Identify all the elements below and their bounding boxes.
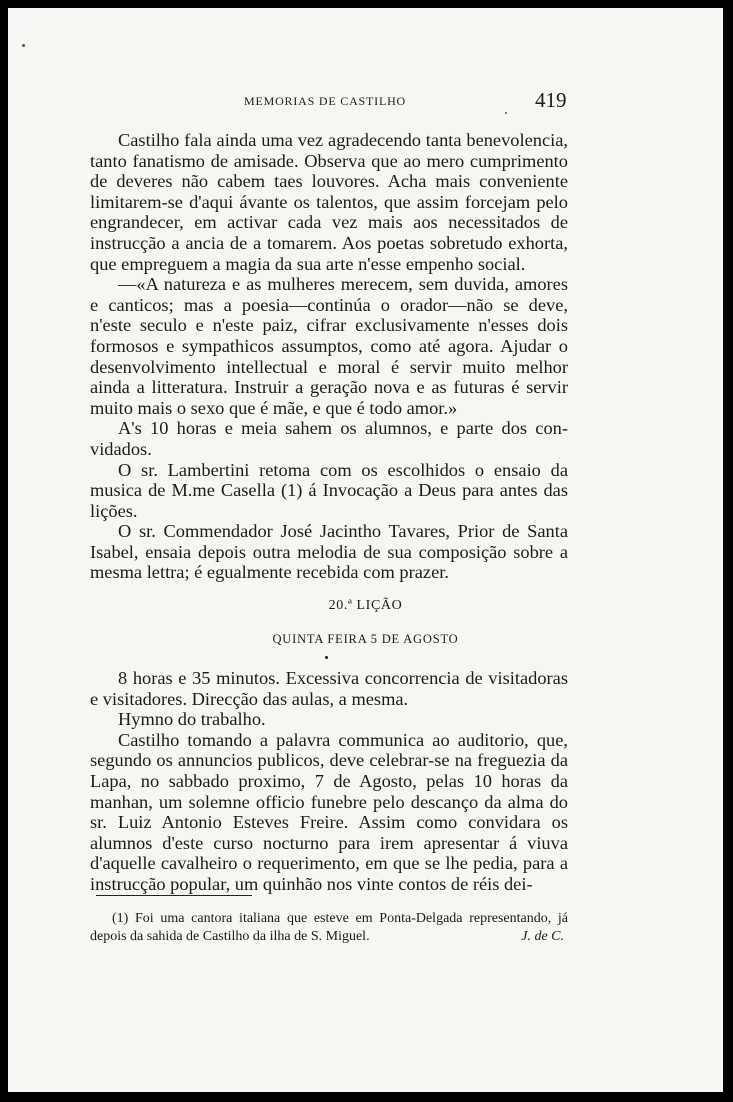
page-number: 419: [535, 88, 567, 112]
paragraph: —«A natureza e as mulheres merecem, sem duvida, amores e canticos; mas a poesia—continúa o orador—não se deve, n'este seculo e n'este paiz, cifrar exclusivamente n'esses dois formosos e sympathicos assumptos, como até agora. Ajudar o desenvolvimento intellectual e moral é servir muito melhor ainda a litteratura. Instruir a geração nova e as futuras é servir muito mais o sexo que é mãe, e que é todo amor.»: [90, 274, 568, 418]
paragraph: Hymno do trabalho.: [118, 709, 266, 730]
footnote-body: (1) Foi uma cantora italiana que esteve em Ponta-Delgada representando, já depois da sahida de Castilho da ilha de S. Miguel.: [90, 911, 568, 944]
paragraph: O sr. Commendador José Jacintho Tavares, Prior de Santa Isabel, ensaia depois outra melodia de sua composição sobre a mesma lettra; é egualmente recebida com prazer.: [90, 521, 568, 583]
running-head-title: MEMORIAS DE CASTILHO: [244, 94, 407, 108]
lesson-date: QUINTA FEIRA 5 DE AGOSTO: [272, 632, 459, 646]
paragraph: 8 horas e 35 minutos. Excessiva concorrencia de visitadoras e visitadores. Direcção das aulas, a mesma.: [90, 668, 568, 709]
paragraph: Castilho tomando a palavra communica ao auditorio, que, segundo os annuncios publicos, deve celebrar-se na freguezia da Lapa, no sabbado proximo, 7 de Agosto, pelas 10 horas da manhan, um solemne officio funebre pelo descanço da alma do sr. Luiz Antonio Esteves Freire. Assim como convidara os alumnos d'este curso nocturno para irem apresentar á viuva d'aquelle cavalheiro o requerimento, em que se lhe pedia, para a instrucção popular, um quinhão nos vinte contos de réis dei-: [90, 729, 568, 894]
footnote-signature: J. de C.: [521, 929, 564, 944]
footnote-text: [90, 910, 568, 946]
page-speck: [22, 44, 25, 47]
book-page: [8, 8, 723, 1092]
page-speck: [505, 112, 507, 114]
paragraph: A's 10 horas e meia sahem os alumnos, e parte dos convidados.: [90, 418, 568, 459]
paragraph: O sr. Lambertini retoma com os escolhidos o ensaio da musica de M.me Casella (1) á Invocação a Deus para antes das lições.: [90, 459, 568, 521]
body-text-top: [90, 130, 568, 583]
paragraph: Castilho fala ainda uma vez agradecendo tanta benevolencia, tanto fanatismo de amisade. Observa que ao mero cumprimento de deveres não cabem taes louvores. Acha mais conveniente limitarem-se d'aqui ávante os talentos, que assim forcejam pelo engrandecer, em activar cada vez mais aos necessitados de instrucção a ancia de a tomarem. Aos poetas sobretudo exhorta, que empreguem a magia da sua arte n'esse empenho social.: [90, 130, 568, 274]
footnote-rule: [96, 895, 252, 896]
body-text-bottom: [90, 668, 568, 895]
ornament-dot: [325, 656, 328, 659]
running-head: [8, 88, 723, 112]
lesson-title: 20.ª LIÇÃO: [328, 598, 403, 613]
footnote: [90, 910, 568, 946]
